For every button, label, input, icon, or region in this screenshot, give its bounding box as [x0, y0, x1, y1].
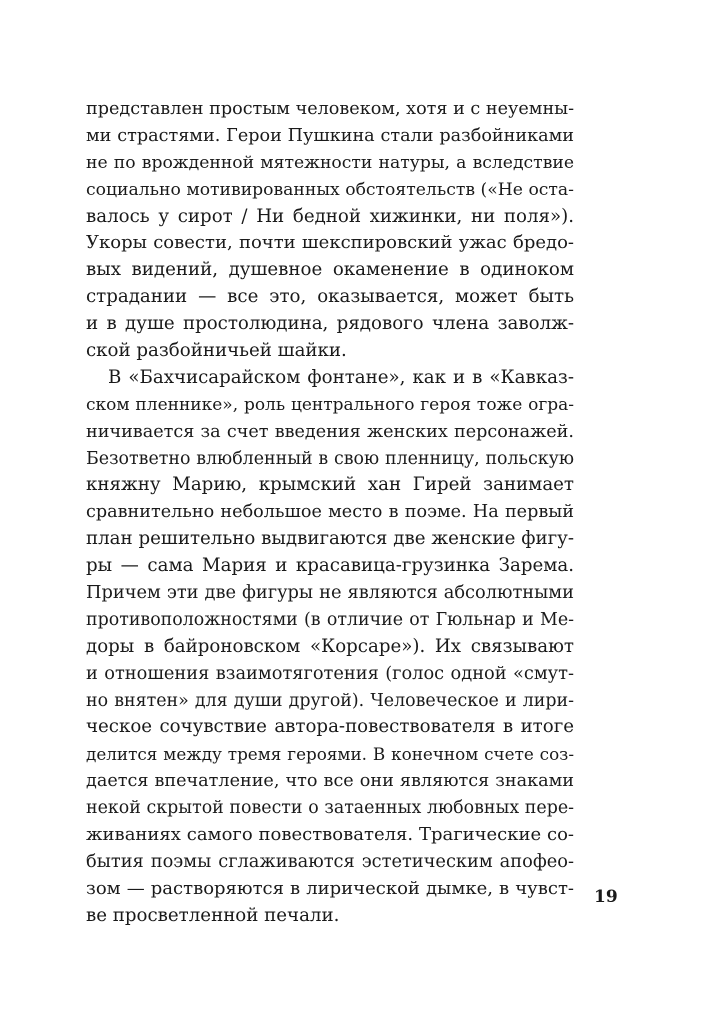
paragraph-1	[86, 96, 574, 365]
text-line: Укоры совести, почти шекспировский ужас бредо-	[86, 232, 574, 254]
text-line: делится между тремя героями. В конечном счете соз-	[86, 744, 574, 765]
text-line: В «Бахчисарайском фонтане», как и в «Кавказ-	[108, 366, 574, 388]
page-number: 19	[594, 887, 618, 907]
text-line: вых видений, душевное окаменение в одиноком	[86, 259, 574, 281]
text-line: зом — растворяются в лирической дымке, в чувст-	[86, 877, 574, 899]
body-text	[86, 96, 574, 930]
text-line: княжну Марию, крымский хан Гирей занимает	[86, 474, 574, 496]
text-line: противоположностями (в отличие от Гюльнар и Ме-	[86, 609, 574, 630]
text-line: ничивается за счет введения женских персонажей.	[86, 421, 574, 442]
text-line: сравнительно небольшое место в поэме. На первый	[86, 502, 574, 523]
text-line: ры — сама Мария и красавица-грузинка Зарема.	[86, 555, 574, 577]
text-line: Безответно влюбленный в свою пленницу, польскую	[86, 448, 574, 469]
text-line: бытия поэмы сглаживаются эстетическим апофео-	[86, 850, 574, 872]
text-line: доры в байроновском «Корсаре»). Их связывают	[86, 635, 574, 657]
text-line: Причем эти две фигуры не являются абсолютными	[86, 582, 574, 604]
text-line: но внятен» для души другой). Человеческое и лири-	[86, 690, 574, 711]
text-line: страдании — все это, оказывается, может быть	[86, 286, 574, 308]
text-line: и в душе простолюдина, рядового члена заволж-	[86, 313, 574, 335]
text-line: ми страстями. Герои Пушкина стали разбойниками	[86, 125, 574, 146]
text-line: некой скрытой повести о затаенных любовных пере-	[86, 798, 574, 819]
text-line: ве просветленной печали.	[86, 904, 340, 926]
text-line: ской разбойничьей шайки.	[86, 340, 347, 362]
text-line: валось у сирот / Ни бедной хижинки, ни поля»).	[86, 205, 574, 227]
text-line: ческое сочувствие автора-повествователя в итоге	[86, 716, 574, 738]
text-line: не по врожденной мятежности натуры, а вследствие	[86, 152, 574, 173]
text-line: ском пленнике», роль центрального героя тоже огра-	[86, 394, 574, 415]
text-line: план решительно выдвигаются две женские фигу-	[86, 528, 574, 550]
text-line: социально мотивированных обстоятельств («Не оста-	[86, 179, 574, 200]
text-line: представлен простым человеком, хотя и с неуемны-	[86, 99, 574, 119]
text-line: живаниях самого повествователя. Трагические со-	[86, 824, 574, 846]
text-line: дается впечатление, что все они являются знаками	[86, 771, 574, 792]
text-line: и отношения взаимотяготения (голос одной «смут-	[86, 662, 574, 684]
paragraph-2	[86, 365, 574, 930]
